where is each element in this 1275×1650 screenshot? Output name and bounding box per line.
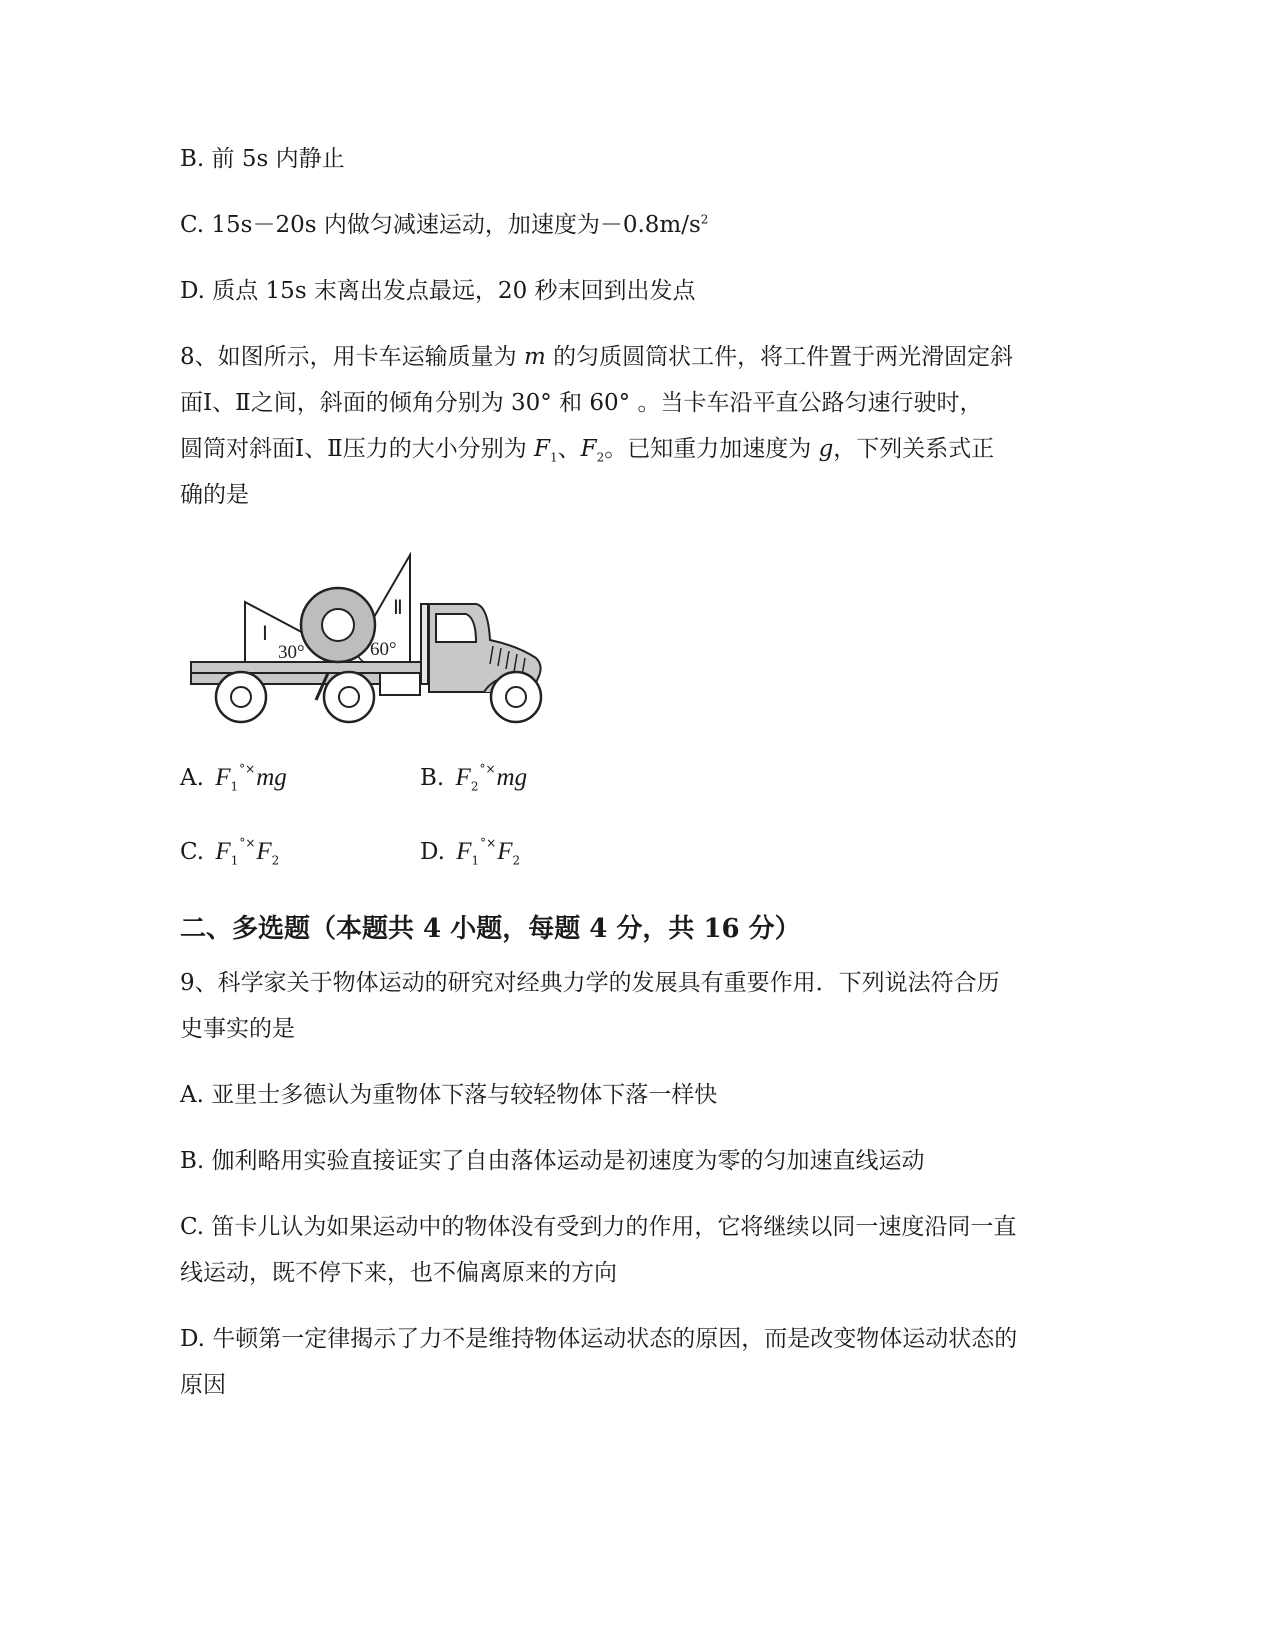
q9-stem-line1: 9、科学家关于物体运动的研究对经典力学的发展具有重要作用．下列说法符合历 bbox=[180, 970, 1000, 996]
q7-option-c-text: C. 15s－20s 内做匀减速运动，加速度为－0.8m/s bbox=[180, 212, 701, 238]
option-c-rhs-sub: 2 bbox=[271, 853, 280, 868]
slope-two-label: Ⅱ bbox=[393, 597, 403, 619]
q9-option-b: B. 伽利略用实验直接证实了自由落体运动是初速度为零的匀加速直线运动 bbox=[180, 1148, 925, 1174]
option-d-rhs-sub: 2 bbox=[512, 853, 521, 868]
q8-stem-line4: 确的是 bbox=[180, 482, 249, 508]
q7-option-d: D. 质点 15s 末离出发点最远，20 秒末回到出发点 bbox=[180, 278, 696, 304]
rear-wheel-2-hub bbox=[339, 687, 359, 707]
option-d-rhs: F bbox=[497, 838, 513, 865]
q8-separator: 、 bbox=[557, 436, 581, 462]
option-c-lhs-sub: 1 bbox=[230, 853, 239, 868]
q8-mass-symbol: m bbox=[523, 344, 546, 370]
slope-one-label: Ⅰ bbox=[262, 623, 268, 645]
q8-f2-symbol: F bbox=[580, 436, 597, 462]
q8-stem-line1 bbox=[180, 342, 1013, 372]
fuel-box bbox=[380, 673, 420, 695]
option-b-relation: °× bbox=[479, 762, 496, 776]
q9-option-c-line2: 线运动，既不停下来，也不偏离原来的方向 bbox=[180, 1260, 617, 1286]
q9-option-d-line2: 原因 bbox=[180, 1372, 226, 1398]
angle-60-label: 60° bbox=[370, 639, 397, 660]
option-c-lhs: F bbox=[215, 838, 231, 865]
option-b-lhs-sub: 2 bbox=[470, 779, 479, 794]
q8-line3-part-a: 圆筒对斜面Ⅰ、Ⅱ压力的大小分别为 bbox=[180, 436, 535, 462]
q7-option-c bbox=[180, 210, 708, 240]
q8-option-a bbox=[180, 764, 287, 792]
option-c-label: C. bbox=[180, 839, 205, 865]
section-heading: 二、多选题（本题共 4 小题，每题 4 分，共 16 分） bbox=[180, 914, 801, 944]
q9-stem-line2: 史事实的是 bbox=[180, 1016, 295, 1042]
q9-option-d-line1: D. 牛顿第一定律揭示了力不是维持物体运动状态的原因，而是改变物体运动状态的 bbox=[180, 1326, 1018, 1352]
option-c-relation: °× bbox=[239, 836, 256, 850]
q8-option-c bbox=[180, 838, 279, 866]
q8-line3-part-b: 。已知重力加速度为 bbox=[604, 436, 819, 462]
option-d-relation: °× bbox=[480, 836, 497, 850]
option-c-rhs: F bbox=[256, 838, 272, 865]
option-d-lhs-sub: 1 bbox=[471, 853, 480, 868]
q8-line1-part-a: 8、如图所示，用卡车运输质量为 bbox=[180, 344, 524, 370]
cab-window bbox=[436, 614, 476, 642]
truck-bed-post bbox=[421, 604, 428, 684]
option-d-lhs: F bbox=[456, 838, 472, 865]
option-a-lhs-sub: 1 bbox=[230, 779, 239, 794]
q8-line3-part-c: ，下列关系式正 bbox=[833, 436, 995, 462]
cylinder-inner bbox=[322, 609, 354, 641]
q9-option-c-line1: C. 笛卡儿认为如果运动中的物体没有受到力的作用，它将继续以同一速度沿同一直 bbox=[180, 1214, 1017, 1240]
q8-f1-symbol: F bbox=[534, 436, 550, 462]
q8-stem-line2: 面Ⅰ、Ⅱ之间，斜面的倾角分别为 30° 和 60° 。当卡车沿平直公路匀速行驶时， bbox=[180, 390, 983, 416]
option-b-lhs: F bbox=[455, 764, 471, 791]
front-wheel-hub bbox=[506, 687, 526, 707]
q7-option-c-sup: 2 bbox=[700, 212, 709, 227]
q8-g-symbol: g bbox=[818, 436, 834, 462]
option-a-rhs: mg bbox=[256, 764, 287, 791]
angle-30-label: 30° bbox=[278, 642, 305, 663]
truck-bed-top bbox=[191, 662, 435, 673]
option-a-label: A. bbox=[180, 765, 204, 791]
q8-option-b bbox=[420, 764, 527, 792]
option-b-rhs: mg bbox=[496, 764, 528, 791]
rear-wheel-1-hub bbox=[231, 687, 251, 707]
q8-line1-part-b: 的匀质圆筒状工件，将工件置于两光滑固定斜 bbox=[545, 344, 1014, 370]
option-a-relation: °× bbox=[239, 762, 256, 776]
q8-option-d bbox=[420, 838, 520, 866]
truck-figure bbox=[188, 552, 550, 727]
q8-stem-line3 bbox=[180, 434, 994, 464]
q7-option-b: B. 前 5s 内静止 bbox=[180, 146, 345, 172]
q8-f2-sub: 2 bbox=[596, 450, 605, 465]
option-b-label: B. bbox=[420, 765, 445, 791]
q8-f1-sub: 1 bbox=[550, 450, 558, 465]
q9-option-a: A. 亚里士多德认为重物体下落与较轻物体下落一样快 bbox=[180, 1082, 718, 1108]
option-d-label: D. bbox=[420, 839, 445, 865]
option-a-lhs: F bbox=[215, 764, 231, 791]
